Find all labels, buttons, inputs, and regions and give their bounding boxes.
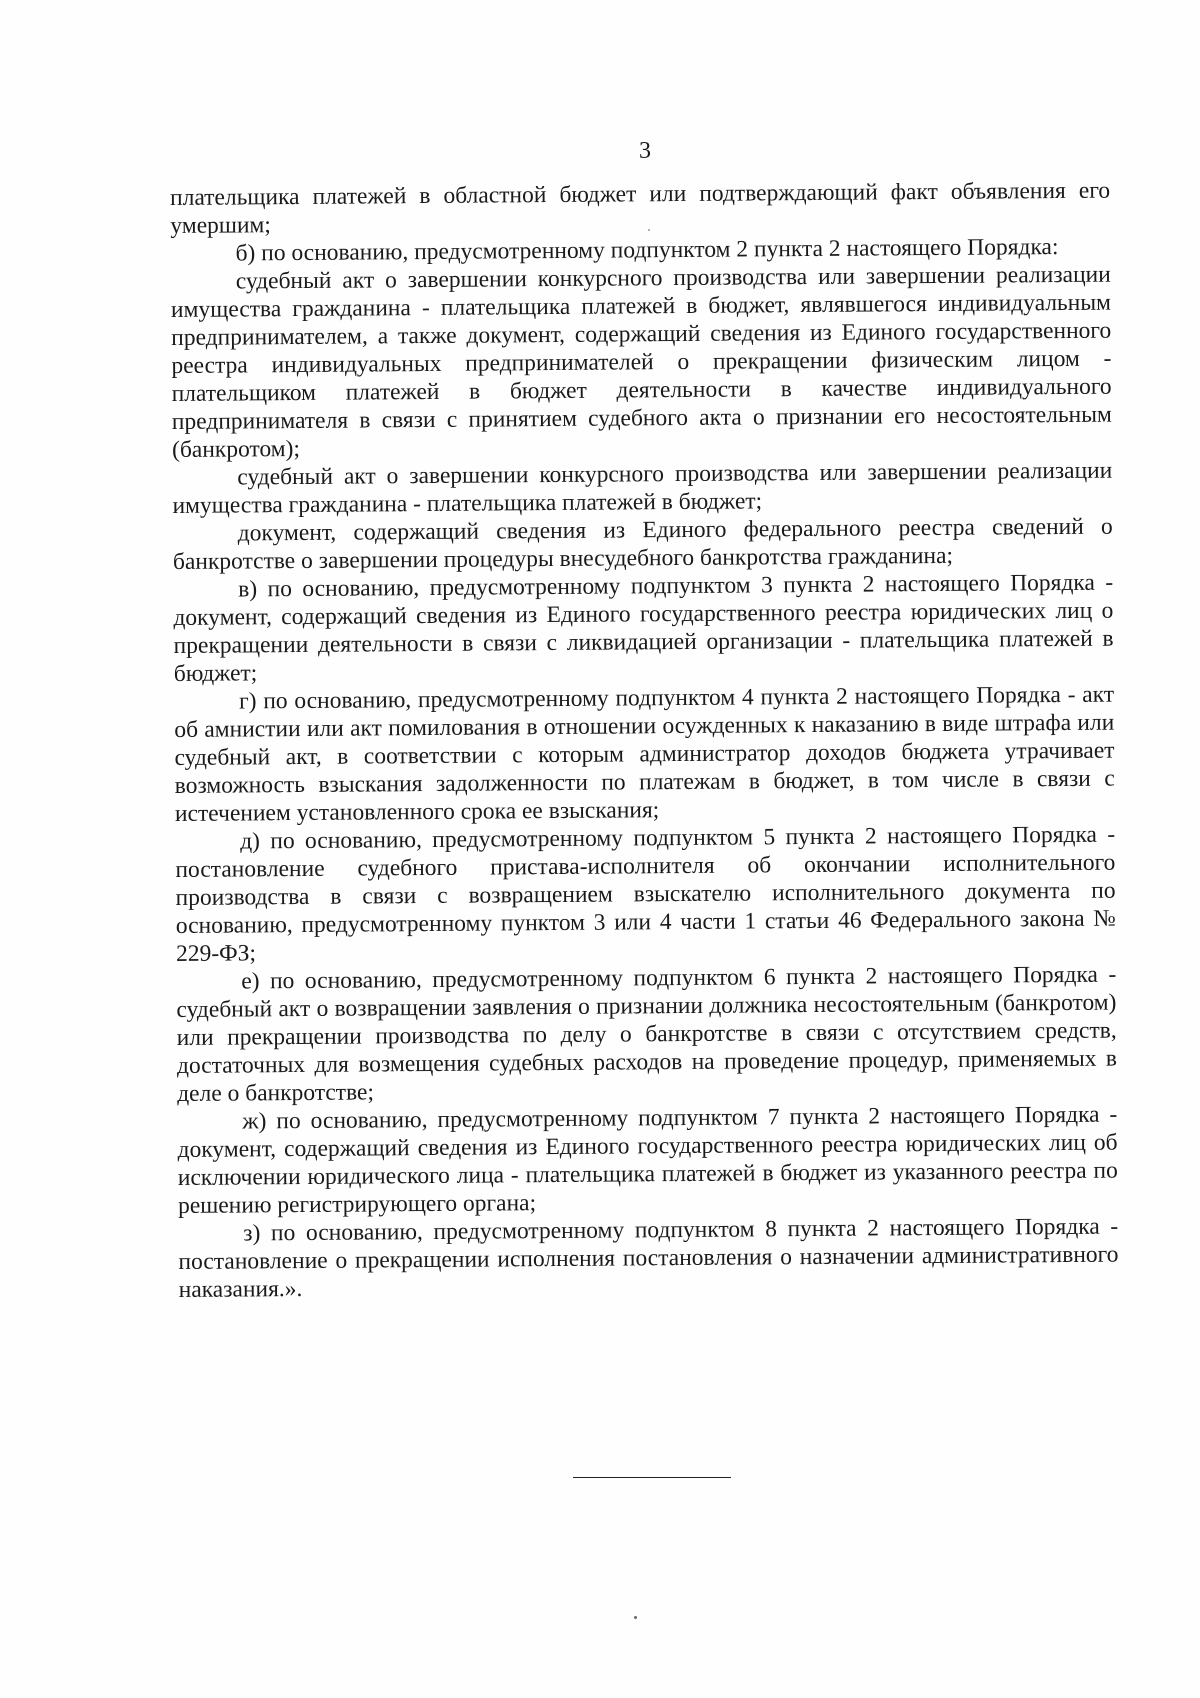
paragraph-z: з) по основанию, предусмотренному подпунктом 8 пункта 2 настоящего Порядка - постановление о прекращении исполнения постановления о назначении административного наказания.». bbox=[178, 1213, 1119, 1303]
paragraph-b-court-act-citizen: судебный акт о завершении конкурсного производства или завершении реализации имущества гражданина - плательщика платежей в бюджет; bbox=[172, 457, 1113, 519]
end-of-text-rule bbox=[573, 1477, 731, 1478]
paragraph-d: д) по основанию, предусмотренному подпунктом 5 пункта 2 настоящего Порядка - постановление судебного пристава-исполнителя об окончании исполнительного производства в связи с возвращением взыскателю исполнительного документа по основанию, предусмотренному пунктом 3 или 4 части 1 статьи 46 Федерального закона № 229-ФЗ; bbox=[175, 821, 1116, 967]
paragraph-b-bankruptcy-registry: документ, содержащий сведения из Единого федерального реестра сведений о банкротстве о завершении процедуры внесудебного банкротства гражданина; bbox=[172, 513, 1113, 575]
paragraph-e: е) по основанию, предусмотренному подпунктом 6 пункта 2 настоящего Порядка - судебный акт о возвращении заявления о признании должника несостоятельным (банкротом) или прекращении производства по делу о банкротстве в связи с отсутствием средств, достаточных для возмещения судебных расходов на проведение процедур, применяемых в деле о банкротстве; bbox=[176, 961, 1118, 1107]
scan-speck bbox=[634, 1616, 637, 1619]
paragraph-b: б) по основанию, предусмотренному подпунктом 2 пункта 2 настоящего Порядка: bbox=[235, 234, 1059, 267]
paragraph-zh: ж) по основанию, предусмотренному подпунктом 7 пункта 2 настоящего Порядка - документ, содержащий сведения из Единого государственного реестра юридических лиц об исключении юридического лица - плательщика платежей в бюджет из указанного реестра по решению регистрирующего органа; bbox=[177, 1101, 1118, 1219]
document-body bbox=[170, 177, 1119, 1304]
scan-speck bbox=[648, 229, 650, 231]
paragraph-g: г) по основанию, предусмотренному подпунктом 4 пункта 2 настоящего Порядка - акт об амнистии или акт помилования в отношении осужденных к наказанию в виде штрафа или судебный акт, в соответствии с которым администратор доходов бюджета утрачивает возможность взыскания задолженности по платежам в бюджет, в том числе в связи с истечением установленного срока ее взыскания; bbox=[174, 681, 1115, 827]
paragraph-continuation: плательщика платежей в областной бюджет или подтверждающий факт объявления его умершим; bbox=[170, 177, 1111, 239]
page-number: 3 bbox=[639, 138, 651, 164]
paragraph-v: в) по основанию, предусмотренному подпунктом 3 пункта 2 настоящего Порядка - документ, содержащий сведения из Единого государственного реестра юридических лиц о прекращении деятельности в связи с ликвидацией организации - плательщика платежей в бюджет; bbox=[173, 569, 1114, 687]
paragraph-b-court-act-entrepreneur: судебный акт о завершении конкурсного производства или завершении реализации имущества гражданина - плательщика платежей в бюджет, являвшегося индивидуальным предпринимателем, а также документ, содержащий сведения из Единого государственного реестра индивидуальных предпринимателей о прекращении физическим лицом - плательщиком платежей в бюджет деятельности в качестве индивидуального предпринимателя в связи с принятием судебного акта о признании его несостоятельным (банкротом); bbox=[170, 261, 1112, 463]
